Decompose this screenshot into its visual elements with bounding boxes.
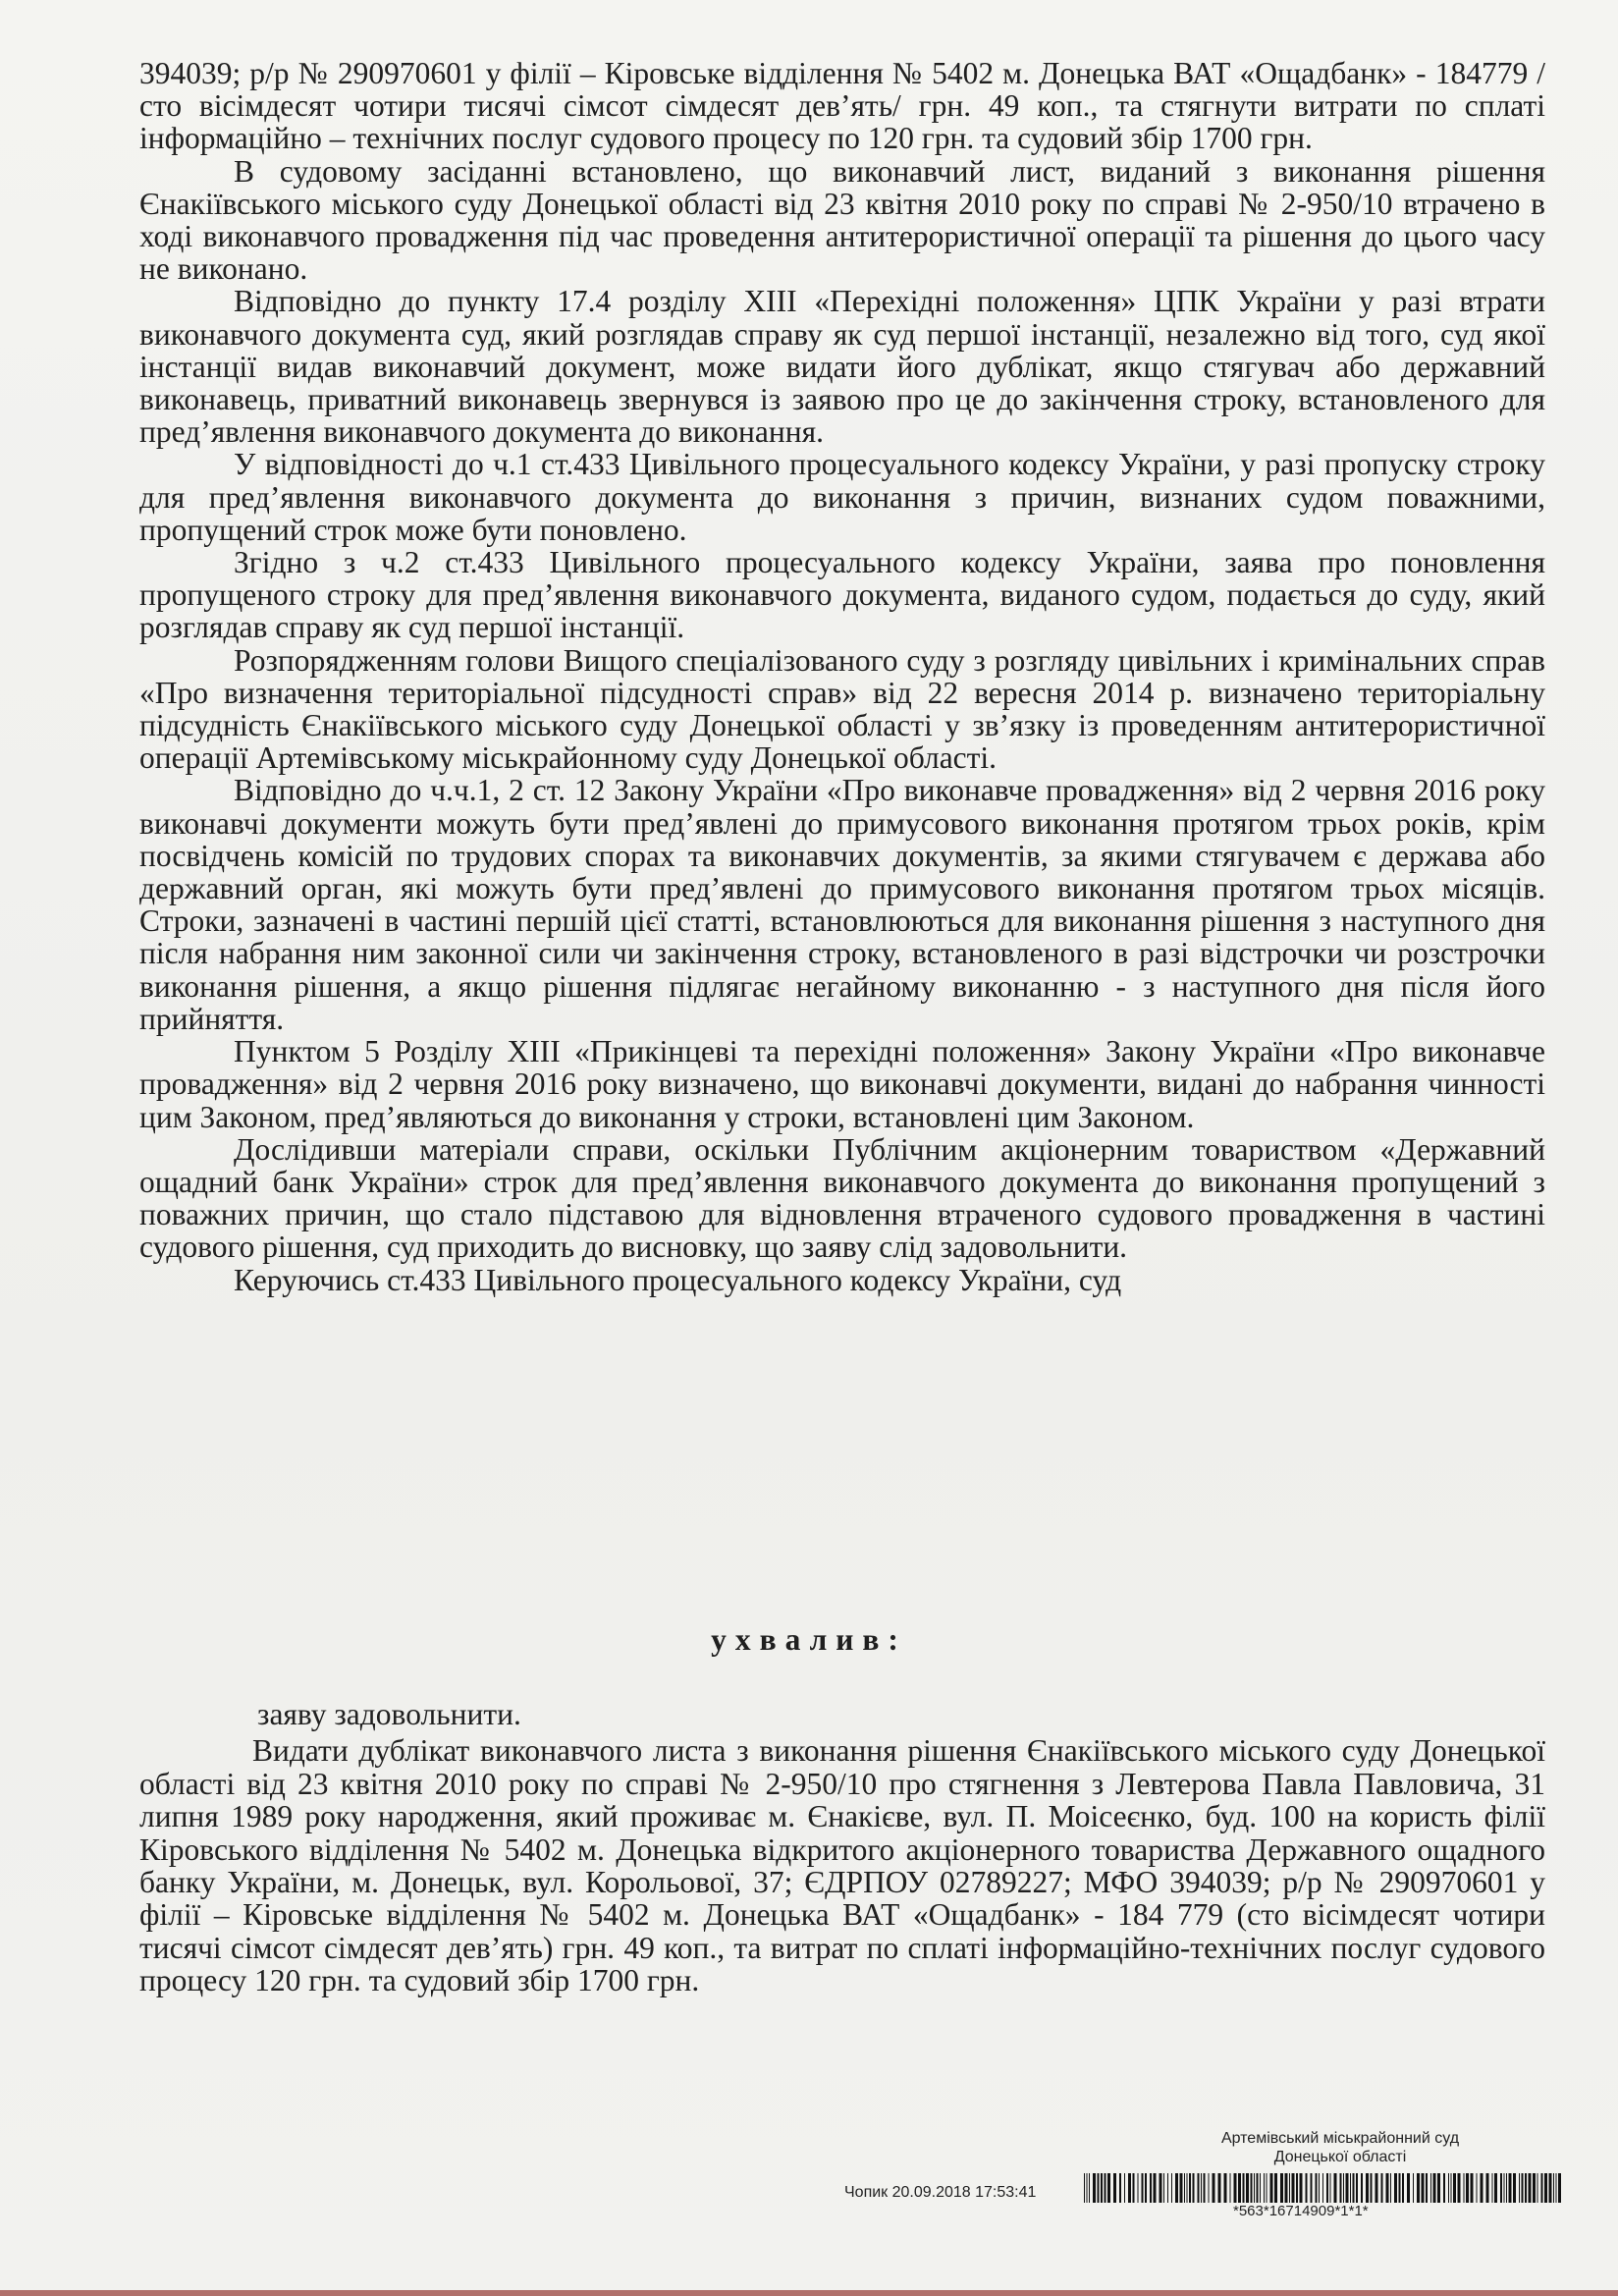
resolution-heading: ухвалив: xyxy=(711,1622,907,1657)
paragraph-4: У відповідності до ч.1 ст.433 Цивільного процесуального кодексу України, у разі пропуску строку для пред’явлення виконавчого документа до виконання з причин, визнаних судом поважними, пропущений строк може бути поновлено. xyxy=(139,447,1545,547)
paragraph-8: Пунктом 5 Розділу XIII «Прикінцеві та перехідні положення» Закону України «Про виконавче провадження» від 2 червня 2016 року визначено, що виконавчі документи, видані до набрання чинності цим Законом, пред’являються до виконання у строки, встановлені цим Законом. xyxy=(139,1034,1545,1134)
scan-edge xyxy=(0,2290,1618,2296)
stamp-court-region: Донецької області xyxy=(1273,2149,1407,2165)
paragraph-6: Розпорядженням голови Вищого спеціалізованого суду з розгляду цивільних і кримінальних справ «Про визначення територіальної підсудності справ» від 22 вересня 2014 р. визначено територіальну підсудність Єнакіївського міського суду Донецької області у зв’язку із проведенням антитерористичної операції Артемівському міськрайонному суду Донецької області. xyxy=(139,642,1545,776)
ruling-section xyxy=(139,1698,1545,1997)
paragraph-7: Відповідно до ч.ч.1, 2 ст. 12 Закону України «Про виконавче провадження» від 2 червня 2016 року виконавчі документи можуть бути пред’явлені до примусового виконання протягом трьох років, крім посвідчень комісій по трудових спорах та виконавчих документів, за якими стягувачем є держава або державний орган, які можуть бути пред’явлені до примусового виконання протягом трьох місяців. Строки, зазначені в частині першій цієї статті, встановлюються для виконання рішення з наступного дня після набрання ним законної сили чи закінчення строку, встановленого в разі відстрочки чи розстрочки виконання рішення, а якщо рішення підлягає негайному виконанню - з наступного дня після його прийняття. xyxy=(139,773,1545,1036)
paragraph-9: Дослідивши матеріали справи, оскільки Публічним акціонерним товариством «Державний ощадний банк України» строк для пред’явлення виконавчого документа до виконання пропущений з поважних причин, що стало підставою для відновлення втраченого судового провадження в частині судового рішення, суд приходить до висновку, що заяву слід задовольнити. xyxy=(139,1131,1545,1265)
barcode-icon xyxy=(1084,2173,1563,2203)
paragraph-10: Керуючись ст.433 Цивільного процесуального кодексу України, суд xyxy=(234,1262,1122,1297)
paragraph-2: В судовому засіданні встановлено, що виконавчий лист, виданий з виконання рішення Єнакіївського міського суду Донецької області від 23 квітня 2010 року по справі № 2-950/10 втрачено в ході виконавчого провадження під час проведення антитерористичної операції та рішення до цього часу не виконано. xyxy=(139,153,1545,287)
paragraph-1: 394039; р/р № 290970601 у філії – Кіровське відділення № 5402 м. Донецька ВАТ «Ощадбанк» - 184779 /сто вісімдесят чотири тисячі сімсот сімдесят дев’ять/ грн. 49 коп., та стягнути витрати по сплаті інформаційно – технічних послуг судового процесу по 120 грн. та судовий збір 1700 грн. xyxy=(139,56,1545,156)
ruling-line-1: заяву задовольнити. xyxy=(257,1697,521,1731)
clerk-timestamp: Чопик 20.09.2018 17:53:41 xyxy=(844,2184,1037,2201)
document-body xyxy=(139,57,1545,1296)
barcode-number: *563*16714909*1*1* xyxy=(1233,2203,1369,2219)
ruling-line-2: Видати дублікат виконавчого листа з виконання рішення Єнакіївського міського суду Донецької області від 23 квітня 2010 року по справі № 2-950/10 про стягнення з Левтерова Павла Павловича, 31 липня 1989 року народження, який проживає м. Єнакієве, вул. П. Моісеєнко, буд. 100 на користь філії Кіровського відділення № 5402 м. Донецька відкритого акціонерного товариства Державного ощадного банку України, м. Донецьк, вул. Корольової, 37; ЄДРПОУ 02789227; МФО 394039; р/р № 290970601 у філії – Кіровське відділення № 5402 м. Донецька ВАТ «Ощадбанк» - 184 779 (сто вісімдесят чотири тисячі сімсот сімдесят дев’ять) грн. 49 коп., та витрат по сплаті інформаційно-технічних послуг судового процесу 120 грн. та судовий збір 1700 грн. xyxy=(139,1733,1545,1998)
stamp-court-name: Артемівський міськрайонний суд xyxy=(1220,2130,1460,2147)
court-stamp xyxy=(1159,2129,1522,2166)
paragraph-3: Відповідно до пункту 17.4 розділу XIII «Перехідні положення» ЦПК України у разі втрати виконавчого документа суд, який розглядав справу як суд першої інстанції, незалежно від того, суд якої інстанції видав виконавчий документ, може видати його дублікат, якщо стягувач або державний виконавець, приватний виконавець звернувся із заявою про це до закінчення строку, встановленого для пред’явлення виконавчого документа до виконання. xyxy=(139,284,1545,450)
paragraph-5: Згідно з ч.2 ст.433 Цивільного процесуального кодексу України, заява про поновлення пропущеного строку для пред’явлення виконавчого документа, виданого судом, подається до суду, який розглядав справу як суд першої інстанції. xyxy=(139,545,1545,645)
